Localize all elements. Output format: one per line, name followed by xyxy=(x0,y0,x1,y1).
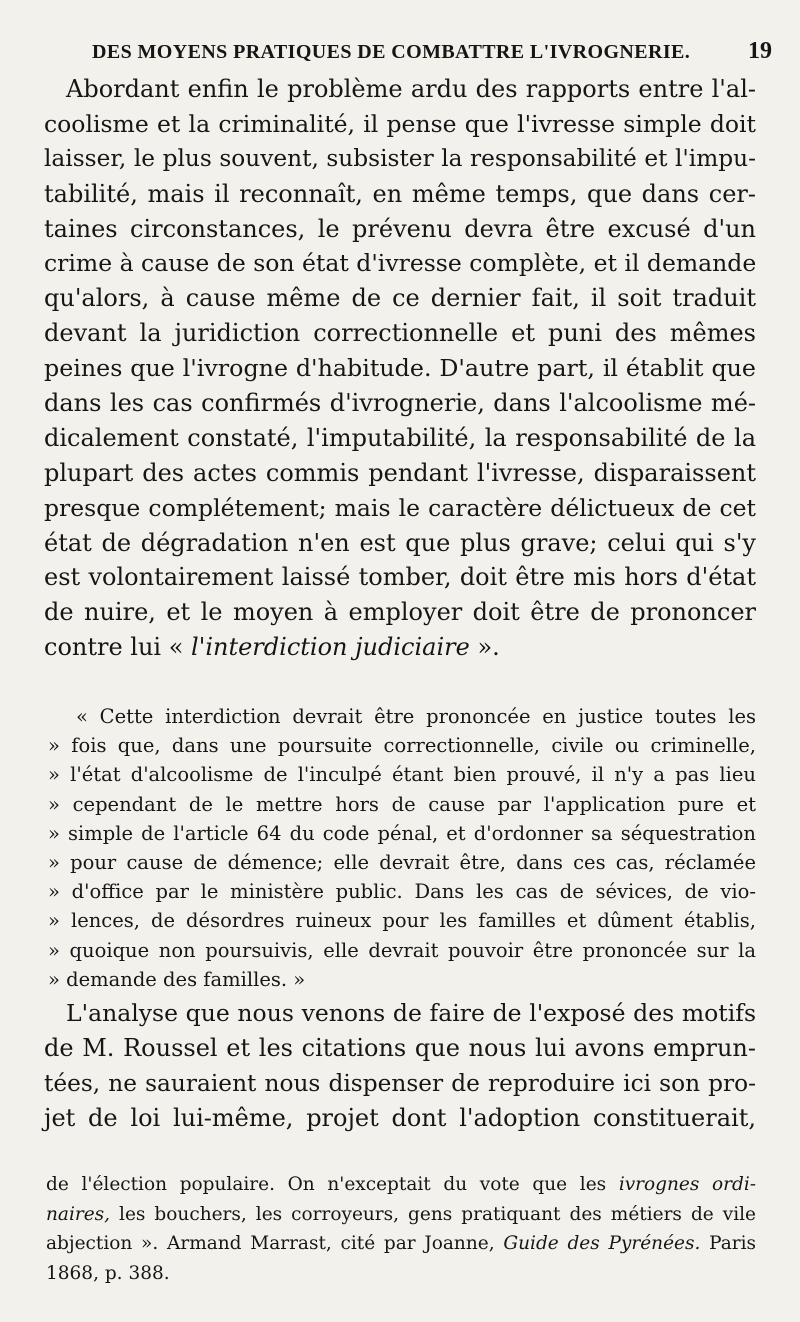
text-span: les bouchers, les corroyeurs, gens pratiquant des métiers de vile xyxy=(110,1203,756,1225)
quote-line: » pour cause de démence; elle devrait être, dans ces cas, réclamée xyxy=(48,850,756,874)
text-line: plupart des actes commis pendant l'ivresse, disparaissent xyxy=(44,458,756,487)
text-line: peines que l'ivrogne d'habitude. D'autre part, il établit que xyxy=(44,354,756,383)
text-line: qu'alors, à cause même de ce dernier fait, il soit traduit xyxy=(44,284,756,313)
text-line: dicalement constaté, l'imputabilité, la responsabilité de la xyxy=(44,423,756,452)
paragraph-1 xyxy=(44,72,756,665)
text-line: dans les cas confirmés d'ivrognerie, dans l'alcoolisme mé- xyxy=(44,389,756,418)
quote-line: » cependant de le mettre hors de cause par l'application pure et xyxy=(48,792,756,816)
italic-title: Guide des Pyrénées. xyxy=(503,1233,701,1254)
quote-line: » l'état d'alcoolisme de l'inculpé étant bien prouvé, il n'y a pas lieu xyxy=(48,763,756,787)
quote-line: « Cette interdiction devrait être prononcée en justice toutes les xyxy=(76,705,756,728)
text-span: abjection ». Armand Marrast, cité par Joanne, xyxy=(46,1233,504,1254)
quote-line: » fois que, dans une poursuite correctionnelle, civile ou criminelle, xyxy=(48,734,756,758)
running-title: DES MOYENS PRATIQUES DE COMBATTRE L'IVROGNERIE. xyxy=(92,41,691,63)
text-span: contre lui « xyxy=(44,633,192,662)
running-header xyxy=(92,38,772,65)
italic-term: ivrognes ordi- xyxy=(618,1174,757,1195)
text-line: Abordant enfin le problème ardu des rapports entre l'al- xyxy=(66,75,756,103)
text-span: Paris xyxy=(700,1233,757,1254)
paragraph-2 xyxy=(44,996,756,1136)
text-line: laisser, le plus souvent, subsister la responsabilité et l'impu- xyxy=(44,144,756,172)
text-line: tées, ne sauraient nous dispenser de reproduire ici son pro- xyxy=(44,1070,756,1097)
text-line: de M. Roussel et les citations que nous lui avons emprun- xyxy=(44,1034,756,1062)
block-quote xyxy=(48,702,756,994)
text-line: tabilité, mais il reconnaît, en même temps, que dans cer- xyxy=(44,179,756,208)
text-line: crime à cause de son état d'ivresse complète, et il demande xyxy=(44,249,757,278)
page-number: 19 xyxy=(748,38,772,64)
quote-line: » quoique non poursuivis, elle devrait pouvoir être prononcée sur la xyxy=(48,938,756,962)
text-line: de nuire, et le moyen à employer doit être de prononcer xyxy=(44,598,756,627)
quote-line: » demande des familles. » xyxy=(48,967,306,991)
text-line: est volontairement laissé tomber, doit être mis hors d'état xyxy=(44,563,756,592)
text-line: L'analyse que nous venons de faire de l'exposé des motifs xyxy=(66,999,756,1027)
italic-term: l'interdiction judiciaire xyxy=(191,633,470,662)
italic-term: naires, xyxy=(46,1203,111,1225)
footnote-line xyxy=(46,1229,756,1259)
quote-line: » simple de l'article 64 du code pénal, et d'ordonner sa séquestration xyxy=(48,821,756,845)
text-line: presque complétement; mais le caractère délictueux de cet xyxy=(44,493,756,522)
text-line: jet de loi lui-même, projet dont l'adoption constituerait, xyxy=(44,1104,756,1132)
text-line: état de dégradation n'en est que plus grave; celui qui s'y xyxy=(44,528,756,557)
text-line: taines circonstances, le prévenu devra être excusé d'un xyxy=(44,214,756,243)
quote-line: » lences, de désordres ruineux pour les familles et dûment établis, xyxy=(48,909,756,933)
footnote-line: 1868, p. 388. xyxy=(46,1262,170,1284)
text-span: de l'élection populaire. On n'exceptait du vote que les xyxy=(46,1174,619,1195)
text-span: ». xyxy=(469,633,500,662)
text-line xyxy=(44,630,756,665)
footnote-line xyxy=(46,1170,756,1200)
text-line: devant la juridiction correctionnelle et puni des mêmes xyxy=(44,319,756,348)
footnote-line xyxy=(46,1200,756,1230)
footnote xyxy=(46,1170,756,1288)
text-line: coolisme et la criminalité, il pense que l'ivresse simple doit xyxy=(44,109,756,138)
quote-line: » d'office par le ministère public. Dans les cas de sévices, de vio- xyxy=(48,880,756,904)
